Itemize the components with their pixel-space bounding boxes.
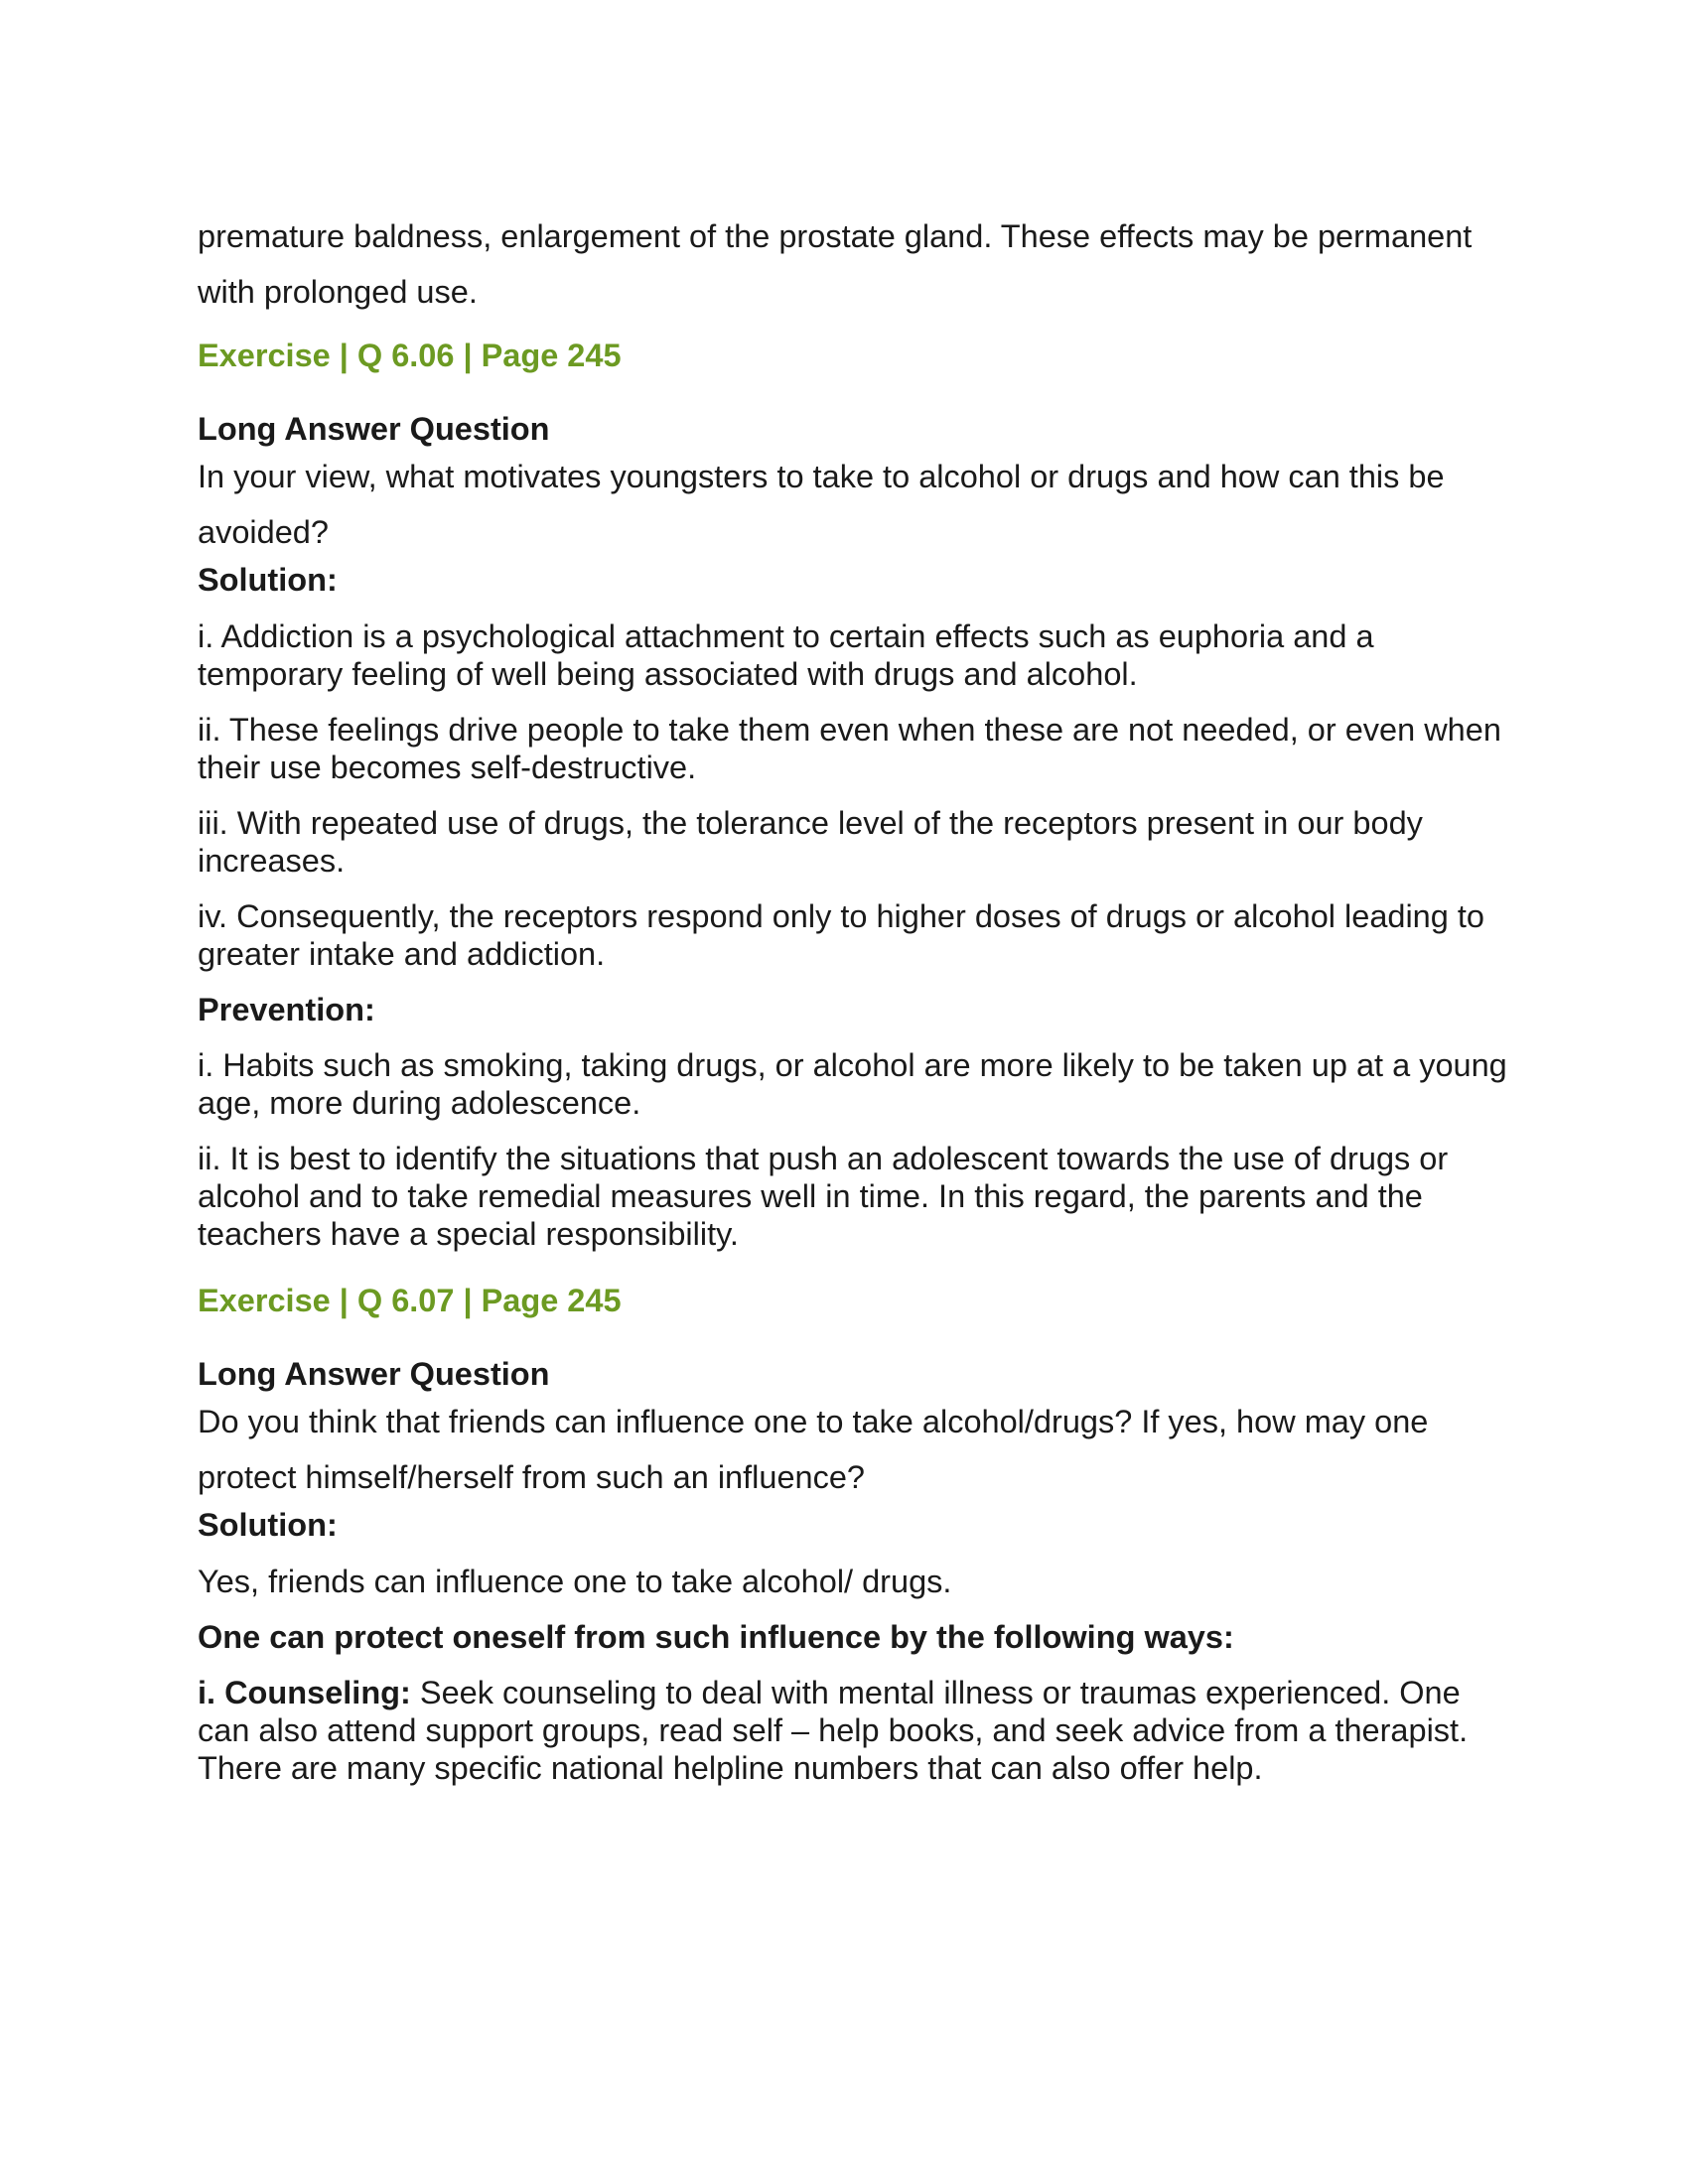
exercise-header: Exercise | Q 6.07 | Page 245 [198,1283,622,1318]
intro-paragraph: premature baldness, enlargement of the prostate gland. These effects may be permanent with prolonged use. [198,218,1473,310]
prevention-label: Prevention: [198,992,375,1027]
counseling-point [198,1674,1508,1787]
counseling-text: Seek counseling to deal with mental illness or traumas experienced. One can also attend support groups, read self – help books, and seek advice from a therapist. There are many specific national helpline numbers that can also offer help. [198,1675,1469,1786]
question-text: In your view, what motivates youngsters to take to alcohol or drugs and how can this be avoided? [198,459,1445,550]
question-type: Long Answer Question [198,1356,550,1392]
solution-point: iv. Consequently, the receptors respond only to higher doses of drugs or alcohol leading to greater intake and addiction. [198,898,1484,972]
counseling-label: i. Counseling: [198,1675,411,1710]
solution-point: ii. These feelings drive people to take them even when these are not needed, or even when their use becomes self-destructive. [198,712,1501,785]
document-page [198,208,1508,1787]
solution-point: i. Addiction is a psychological attachment to certain effects such as euphoria and a temporary feeling of well being associated with drugs and alcohol. [198,618,1374,692]
ways-label: One can protect oneself from such influence by the following ways: [198,1619,1234,1655]
prevention-point: ii. It is best to identify the situations that push an adolescent towards the use of drugs or alcohol and to take remedial measures well in time. In this regard, the parents and the teachers have a special responsibility. [198,1141,1449,1252]
solution-label: Solution: [198,562,338,598]
question-6-06 [198,336,1508,1253]
exercise-header: Exercise | Q 6.06 | Page 245 [198,338,622,373]
question-6-07 [198,1281,1508,1787]
prevention-point: i. Habits such as smoking, taking drugs, or alcohol are more likely to be taken up at a young age, more during adolescence. [198,1047,1507,1121]
solution-point: iii. With repeated use of drugs, the tolerance level of the receptors present in our body increases. [198,805,1423,879]
answer-text: Yes, friends can influence one to take alcohol/ drugs. [198,1564,952,1599]
solution-label: Solution: [198,1507,338,1543]
question-text: Do you think that friends can influence one to take alcohol/drugs? If yes, how may one protect himself/herself from such an influence? [198,1404,1429,1495]
question-type: Long Answer Question [198,411,550,447]
